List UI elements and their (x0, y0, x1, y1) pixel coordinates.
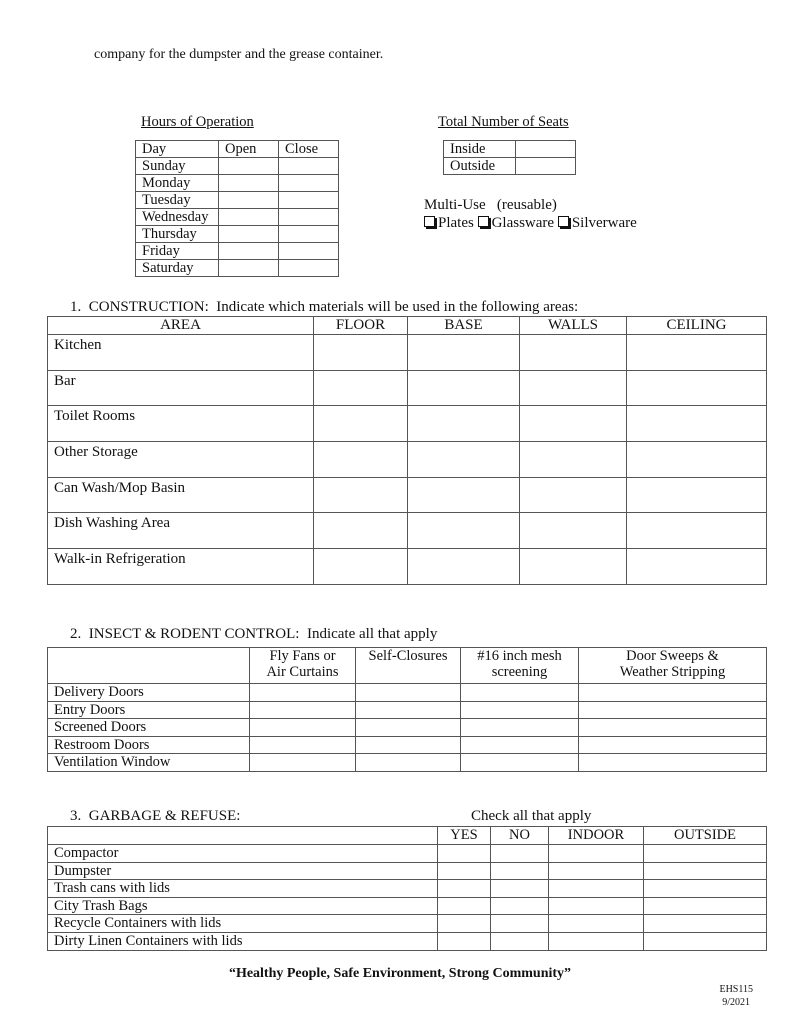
garbage-table (47, 826, 767, 951)
input-cell[interactable] (491, 862, 549, 880)
row-label: Delivery Doors (48, 684, 250, 702)
table-row (48, 442, 767, 478)
row-label: Bar (48, 370, 314, 406)
input-cell[interactable] (438, 880, 491, 898)
table-row (48, 932, 767, 950)
input-cell[interactable] (408, 477, 520, 513)
form-date: 9/2021 (722, 997, 750, 1008)
input-cell[interactable] (250, 701, 356, 719)
input-cell[interactable] (314, 513, 408, 549)
row-label: City Trash Bags (48, 897, 438, 915)
input-cell[interactable] (644, 862, 767, 880)
input-cell[interactable] (314, 406, 408, 442)
column-header (48, 648, 250, 684)
input-cell[interactable] (520, 442, 627, 478)
table-row (48, 335, 767, 371)
input-cell[interactable] (644, 845, 767, 863)
row-label: Kitchen (48, 335, 314, 371)
input-cell[interactable] (579, 736, 767, 754)
input-cell[interactable] (520, 370, 627, 406)
input-cell[interactable] (644, 932, 767, 950)
column-header: AREA (48, 317, 314, 335)
intro-text: company for the dumpster and the grease container. (94, 47, 384, 62)
input-cell[interactable] (644, 897, 767, 915)
input-cell[interactable] (491, 897, 549, 915)
column-header: WALLS (520, 317, 627, 335)
input-cell[interactable] (549, 897, 644, 915)
column-header: NO (491, 827, 549, 845)
column-header: CEILING (627, 317, 767, 335)
input-cell[interactable] (461, 754, 579, 772)
input-cell[interactable] (408, 549, 520, 585)
seats-title: Total Number of Seats (438, 114, 569, 130)
table-row (48, 736, 767, 754)
table-row (48, 897, 767, 915)
table-row (136, 158, 339, 175)
table-row (48, 719, 767, 737)
input-cell[interactable] (356, 701, 461, 719)
input-cell[interactable] (461, 701, 579, 719)
input-cell[interactable] (438, 897, 491, 915)
row-label: Ventilation Window (48, 754, 250, 772)
input-cell[interactable] (279, 226, 339, 243)
row-label: Can Wash/Mop Basin (48, 477, 314, 513)
input-cell[interactable] (549, 862, 644, 880)
table-row (48, 845, 767, 863)
row-label: Friday (136, 243, 219, 260)
hours-table (135, 140, 339, 277)
input-cell[interactable] (461, 719, 579, 737)
table-row (48, 370, 767, 406)
row-label: Trash cans with lids (48, 880, 438, 898)
plates-checkbox[interactable]: Plates (424, 215, 474, 231)
row-label: Inside (444, 141, 516, 158)
row-label: Thursday (136, 226, 219, 243)
table-row (48, 549, 767, 585)
input-cell[interactable] (356, 719, 461, 737)
input-cell[interactable] (438, 932, 491, 950)
column-header: Day (136, 141, 219, 158)
input-cell[interactable] (219, 209, 279, 226)
insect-header-row (48, 648, 767, 684)
input-cell[interactable] (491, 915, 549, 933)
input-cell[interactable] (627, 513, 767, 549)
input-cell[interactable] (219, 260, 279, 277)
table-row (48, 754, 767, 772)
input-cell[interactable] (644, 880, 767, 898)
input-cell[interactable] (219, 226, 279, 243)
row-label: Saturday (136, 260, 219, 277)
input-cell[interactable] (314, 549, 408, 585)
column-header (48, 827, 438, 845)
input-cell[interactable] (627, 442, 767, 478)
table-row (136, 226, 339, 243)
row-label: Toilet Rooms (48, 406, 314, 442)
input-cell[interactable] (219, 192, 279, 209)
insect-control-table (47, 647, 767, 772)
table-row (136, 175, 339, 192)
row-label: Walk-in Refrigeration (48, 549, 314, 585)
input-cell[interactable] (408, 406, 520, 442)
column-header: YES (438, 827, 491, 845)
input-cell[interactable] (461, 684, 579, 702)
input-cell[interactable] (579, 754, 767, 772)
input-cell[interactable] (408, 335, 520, 371)
input-cell[interactable] (219, 243, 279, 260)
checkbox-icon (478, 216, 489, 227)
form-id: EHS115 (719, 984, 753, 995)
row-label: Tuesday (136, 192, 219, 209)
input-cell[interactable] (314, 477, 408, 513)
row-label: Screened Doors (48, 719, 250, 737)
table-row (48, 880, 767, 898)
input-cell[interactable] (279, 243, 339, 260)
garbage-header-row (48, 827, 767, 845)
input-cell[interactable] (627, 549, 767, 585)
construction-header-row (48, 317, 767, 335)
input-cell[interactable] (627, 335, 767, 371)
column-header: OUTSIDE (644, 827, 767, 845)
seats-table (443, 140, 576, 175)
checkbox-icon (558, 216, 569, 227)
input-cell[interactable] (314, 335, 408, 371)
input-cell[interactable] (314, 442, 408, 478)
footer-slogan: “Healthy People, Safe Environment, Strong Community” (228, 966, 572, 981)
garbage-note: Check all that apply (471, 808, 592, 824)
input-cell[interactable] (250, 684, 356, 702)
input-cell[interactable] (549, 932, 644, 950)
input-cell[interactable] (314, 370, 408, 406)
input-cell[interactable] (279, 260, 339, 277)
table-row (136, 209, 339, 226)
row-label: Dumpster (48, 862, 438, 880)
input-cell[interactable] (579, 701, 767, 719)
row-label: Dish Washing Area (48, 513, 314, 549)
row-label: Entry Doors (48, 701, 250, 719)
row-label: Restroom Doors (48, 736, 250, 754)
input-cell[interactable] (549, 915, 644, 933)
table-row (48, 701, 767, 719)
input-cell[interactable] (461, 736, 579, 754)
construction-table (47, 316, 767, 585)
column-header: Fly Fans or Air Curtains (250, 648, 356, 684)
silverware-checkbox[interactable]: Silverware (558, 215, 637, 231)
row-label: Dirty Linen Containers with lids (48, 932, 438, 950)
multi-use-label: Multi-Use (reusable) (424, 197, 557, 213)
table-row (48, 406, 767, 442)
input-cell[interactable] (279, 158, 339, 175)
input-cell[interactable] (520, 477, 627, 513)
input-cell[interactable] (491, 880, 549, 898)
input-cell[interactable] (356, 684, 461, 702)
input-cell[interactable] (579, 719, 767, 737)
row-label: Sunday (136, 158, 219, 175)
input-cell[interactable] (549, 845, 644, 863)
glassware-checkbox[interactable]: Glassware (478, 215, 554, 231)
table-row (48, 684, 767, 702)
checkbox-icon (424, 216, 435, 227)
row-label: Outside (444, 158, 516, 175)
input-cell[interactable] (491, 845, 549, 863)
hours-header-row (136, 141, 339, 158)
input-cell[interactable] (438, 845, 491, 863)
table-row (136, 192, 339, 209)
input-cell[interactable] (279, 175, 339, 192)
row-label: Other Storage (48, 442, 314, 478)
column-header: BASE (408, 317, 520, 335)
column-header: Door Sweeps & Weather Stripping (579, 648, 767, 684)
construction-heading: 1. CONSTRUCTION: Indicate which materials will be used in the following areas: (70, 299, 579, 315)
table-row (444, 158, 576, 175)
input-cell[interactable] (644, 915, 767, 933)
row-label: Recycle Containers with lids (48, 915, 438, 933)
input-cell[interactable] (408, 370, 520, 406)
column-header: #16 inch mesh screening (461, 648, 579, 684)
input-cell[interactable] (356, 736, 461, 754)
column-header: Open (219, 141, 279, 158)
table-row (136, 260, 339, 277)
input-cell[interactable] (250, 754, 356, 772)
input-cell[interactable] (627, 370, 767, 406)
column-header: FLOOR (314, 317, 408, 335)
input-cell[interactable] (279, 192, 339, 209)
input-cell[interactable] (408, 442, 520, 478)
input-cell[interactable] (627, 477, 767, 513)
input-cell[interactable] (549, 880, 644, 898)
insect-heading: 2. INSECT & RODENT CONTROL: Indicate all that apply (70, 626, 438, 642)
input-cell[interactable] (516, 141, 576, 158)
input-cell[interactable] (356, 754, 461, 772)
column-header: INDOOR (549, 827, 644, 845)
column-header: Self-Closures (356, 648, 461, 684)
table-row (48, 477, 767, 513)
input-cell[interactable] (250, 719, 356, 737)
input-cell[interactable] (516, 158, 576, 175)
table-row (48, 915, 767, 933)
input-cell[interactable] (438, 915, 491, 933)
multi-use-options (424, 215, 637, 232)
input-cell[interactable] (279, 209, 339, 226)
hours-title: Hours of Operation (141, 114, 254, 130)
input-cell[interactable] (219, 175, 279, 192)
input-cell[interactable] (250, 736, 356, 754)
garbage-heading: 3. GARBAGE & REFUSE: (70, 808, 241, 824)
input-cell[interactable] (520, 406, 627, 442)
input-cell[interactable] (579, 684, 767, 702)
table-row (48, 862, 767, 880)
input-cell[interactable] (219, 158, 279, 175)
input-cell[interactable] (627, 406, 767, 442)
table-row (444, 141, 576, 158)
row-label: Monday (136, 175, 219, 192)
column-header: Close (279, 141, 339, 158)
row-label: Wednesday (136, 209, 219, 226)
input-cell[interactable] (520, 549, 627, 585)
row-label: Compactor (48, 845, 438, 863)
input-cell[interactable] (438, 862, 491, 880)
input-cell[interactable] (520, 513, 627, 549)
input-cell[interactable] (520, 335, 627, 371)
input-cell[interactable] (408, 513, 520, 549)
input-cell[interactable] (491, 932, 549, 950)
table-row (136, 243, 339, 260)
table-row (48, 513, 767, 549)
